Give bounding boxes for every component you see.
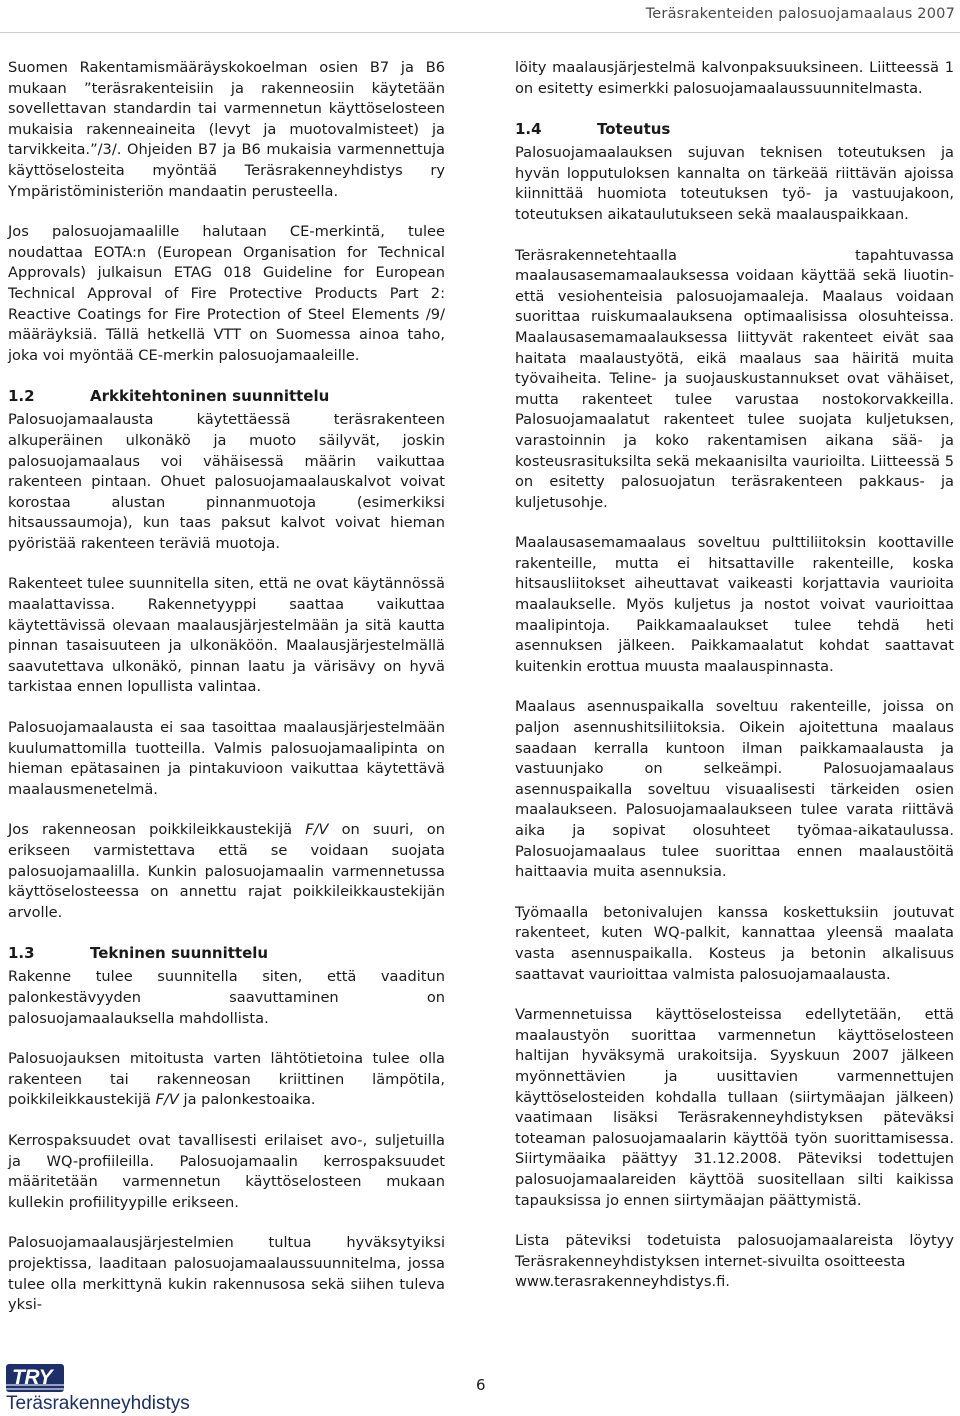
- running-header: [0, 0, 960, 33]
- paragraph: Työmaalla betonivalujen kanssa koskettuksiin joutuvat rakenteet, kuten WQ-palkit, kannattaa yleensä maalata vasta asennuspaikalla. Kosteus ja betonin alkalisuus saattavat vaurioittaa valmista palosuojamaalausta.: [515, 903, 954, 983]
- paragraph: Teräsrakennetehtaalla tapahtuvassa maalausasemamaalauksessa voidaan käyttää sekä liuotin- että vesiohenteisia palosuojamaaleja. Maalaus voidaan suorittaa ruiskumaalauksena optimaalisissa olosuhteissa. Maalausasemamaalauksessa liittyvät rakenteet eivät saa haitata maalaustyötä, eikä maalaus saa häiritä muita työvaiheita. Teline- ja suojauskustannukset ovat vähäiset, mutta rakenteet tulee varustaa nostokorvakkeilla. Palosuojamaalatut rakenteet tulee suojata kuljetuksen, varastoinnin ja koko rakentamisen aikana sää- ja kosteusrasituksilta sekä mekaanisilta vaurioilta. Liitteessä 5 on esitetty palosuojatun teräsrakenteen pakkaus- ja kuljetusohje.: [515, 246, 954, 511]
- logo-mark-text: TRY: [12, 1366, 53, 1389]
- page-number: 6: [476, 1376, 486, 1394]
- section-heading-1-3: [8, 943, 445, 963]
- paragraph: Jos palosuojamaalille halutaan CE-merkintä, tulee noudattaa EOTA:n (European Organisation for Technical Approvals) julkaisun ETAG 018 Guideline for European Technical Approval of Fire Protective Products Part 2: Reactive Coatings for Fire Protection of Steel Elements /9/ määräyksiä. Tällä hetkellä VTT on Suomessa ainoa taho, joka voi myöntää CE-merkin palosuojamaaleille.: [8, 223, 445, 364]
- paragraph: Maalausasemamaalaus soveltuu pulttiliitoksin koottaville rakenteille, mutta ei hitsattaville rakenteille, koska hitsausliitokset aiheuttavat vaikeasti korjattavia vaurioita maalaukselle. Myös kuljetus ja nostot voivat vaurioittaa maalipintoja. Paikkamaalaukset tulee tehdä heti asennuksen jälkeen. Paikkamaalatut kohdat saattavat kuitenkin erottua muusta maalauspinnasta.: [515, 534, 954, 675]
- paragraph: löity maalausjärjestelmä kalvonpaksuuksineen. Liitteessä 1 on esitetty esimerkki palosuojamaalaussuunnitelmasta.: [515, 59, 954, 97]
- paragraph: Lista päteviksi todetuista palosuojamaalareista löytyy Teräsrakenneyhdistyksen internet-sivuilta osoitteesta: [515, 1232, 954, 1270]
- document-title: Teräsrakenteiden palosuojamaalaus 2007: [645, 6, 955, 22]
- try-logo-mark: [6, 1364, 64, 1392]
- paragraph: Palosuojamaalausjärjestelmien tultua hyväksytyiksi projektissa, laaditaan palosuojamaalaussuunnitelma, jossa tulee olla merkittynä kukin rakennusosa sekä siihen tuleva yksi-: [8, 1234, 445, 1314]
- italic-term: F/V: [305, 821, 329, 839]
- section-number: 1.4: [515, 120, 542, 139]
- section-heading-1-2: [8, 386, 445, 406]
- paragraph: Varmennetuissa käyttöselosteissa edellytetään, että maalaustyön suorittaa varmennetun käyttöselosteen haltijan hyväksymä urakoitsija. Syyskuun 2007 jälkeen myönnettävien ja uusittavien varmennettujen käyttöselosteiden kohdalla tullaan (siirtymäajan jälkeen) vaatimaan lisäksi Teräsrakenneyhdistyksen päteväksi toteaman palosuojamaalarin käyttöä työn suorittamisessa. Siirtymäaika päättyy 31.12.2008. Päteviksi todettujen palosuojamaalareiden käyttöä suositellaan silti kaikissa tapauksissa jo ennen siirtymäajan päättymistä.: [515, 1006, 954, 1209]
- logo-name: Teräsrakenneyhdistys: [6, 1393, 190, 1414]
- section-heading-1-4: [515, 119, 954, 139]
- text-run: Jos rakenneosan poikkileikkaustekijä: [8, 821, 306, 839]
- paragraph: Rakenteet tulee suunnitella siten, että ne ovat käytännössä maalattavissa. Rakennetyyppi saattaa vaikuttaa käytettävissä olevaan maalausjärjestelmään ja sitä kautta pinnan tasaisuuteen ja ulkonäköön. Maalausjärjestelmällä saavutettava ulkonäkö, pinnan laatu ja värisävy on hyvä tarkistaa ennen lopullista valintaa.: [8, 575, 445, 696]
- text-run: Palosuojauksen mitoitusta varten lähtötietoina tulee olla rakenteen tai rakenneosan kriittinen lämpötila, poikkileikkaustekijä: [8, 1050, 445, 1109]
- text-run: ja palonkestoaika.: [178, 1091, 316, 1109]
- right-column: [515, 58, 954, 1313]
- paragraph: Kerrospaksuudet ovat tavallisesti erilaiset avo-, suljetuilla ja WQ-profiileilla. Palosuojamaalin kerrospaksuudet määritetään varmennetun käyttöselosteen mukaan kullekin profiilityypille erikseen.: [8, 1131, 445, 1211]
- paragraph: Palosuojamaalausta käytettäessä teräsrakenteen alkuperäinen ulkonäkö ja muoto säilyvät, joskin palosuojamaalaus voi vähäisessä määrin vaikuttaa rakenteen pintaan. Ohuet palosuojamaalauskalvot voivat korostaa alustan pinnanmuotoja (esimerkiksi hitsaussaumoja), kun taas paksut kalvot voivat hieman pyöristää rakenteen teräviä muotoja.: [8, 411, 445, 552]
- paragraph: Maalaus asennuspaikalla soveltuu rakenteille, joissa on paljon asennushitsiliitoksia. Oikein ajoitettuna maalaus saadaan kerralla kuntoon ilman paikkamaalausta ja vastuunjako on selkeämpi. Palosuojamaalaus asennuspaikalla soveltuu visuaalisesti tärkeiden osien maalaukseen. Palosuojamaalaukseen tulee varata riittävä aika ja sopivat olosuhteet työmaa-aikataulussa. Palosuojamaalaus tulee suorittaa ennen maalaustöitä haittaavia muita asennuksia.: [515, 698, 954, 881]
- section-title: Tekninen suunnittelu: [90, 944, 269, 963]
- section-title: Toteutus: [597, 120, 671, 139]
- paragraph: Palosuojamaalausta ei saa tasoittaa maalausjärjestelmään kuulumattomilla tuotteilla. Valmis palosuojamaalipinta on hieman epätasainen ja pintakuvioon vaikuttaa käytettävä maalausmenetelmä.: [8, 719, 445, 798]
- text-run: on suuri, on erikseen varmistettava että se voidaan suojata palosuojamaalilla. Kunkin palosuojamaalin varmennetussa käyttöselosteessa on annettu rajat poikkileikkaustekijän arvolle.: [8, 821, 445, 921]
- teräsrakenneyhdistys-logo: [6, 1364, 190, 1414]
- website-url[interactable]: www.terasrakenneyhdistys.fi.: [515, 1273, 730, 1291]
- paragraph: [8, 1049, 445, 1111]
- section-title: Arkkitehtoninen suunnittelu: [90, 387, 330, 406]
- italic-term: F/V: [155, 1091, 179, 1109]
- paragraph: Rakenne tulee suunnitella siten, että vaaditun palonkestävyyden saavuttaminen on palosuojamaalauksella mahdollista.: [8, 968, 445, 1027]
- left-column: [8, 58, 445, 1336]
- paragraph: Palosuojamaalauksen sujuvan teknisen toteutuksen ja hyvän lopputuloksen kannalta on tärkeää riittävän ajoissa kiinnittää huomiota toteutuksen työ- ja vastuujakoon, toteutuksen aikataulutukseen sekä maalauspaikkaan.: [515, 144, 954, 223]
- paragraph: Suomen Rakentamismääräyskokoelman osien B7 ja B6 mukaan ”teräsrakenteisiin ja rakenneosiin käytetään sovellettavan standardin tai varmennetun käyttöselosteen mukaisia rakenneaineita (levyt ja muotovalmisteet) ja tarvikkeita.”/3/. Ohjeiden B7 ja B6 mukaisia varmennettuja käyttöselosteita myöntää Teräsrakenneyhdistys ry Ympäristöministeriön mandaatin perusteella.: [8, 59, 445, 200]
- section-number: 1.3: [8, 944, 35, 963]
- paragraph: [8, 820, 445, 923]
- section-number: 1.2: [8, 387, 35, 406]
